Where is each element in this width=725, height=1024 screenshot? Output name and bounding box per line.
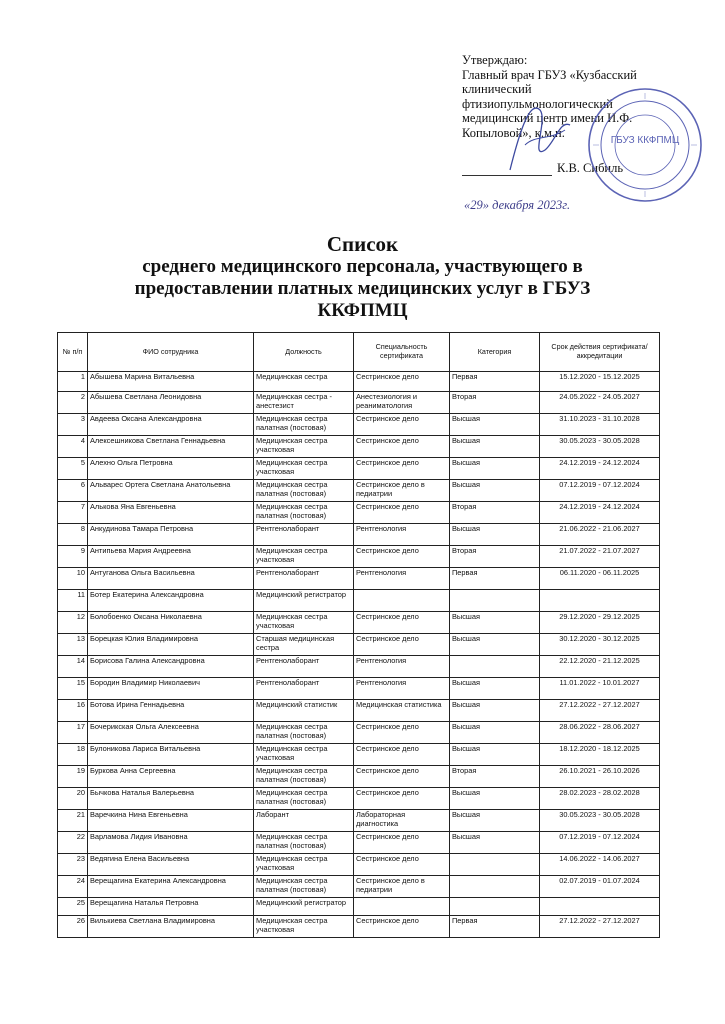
cell-specialty: Сестринское дело [354, 766, 450, 788]
cell-position: Рентгенолаборант [254, 656, 354, 678]
cell-period: 06.11.2020 - 06.11.2025 [540, 568, 660, 590]
cell-position: Рентгенолаборант [254, 524, 354, 546]
header-num: № п/п [58, 333, 88, 372]
cell-category: Первая [450, 916, 540, 938]
cell-period: 24.05.2022 - 24.05.2027 [540, 392, 660, 414]
cell-name: Авдеева Оксана Александровна [88, 414, 254, 436]
cell-category [450, 854, 540, 876]
cell-period: 30.05.2023 - 30.05.2028 [540, 810, 660, 832]
cell-num: 25 [58, 898, 88, 916]
approval-date: «29» декабря 2023г. [464, 198, 571, 212]
cell-specialty: Рентгенология [354, 568, 450, 590]
table-header-row [58, 333, 660, 372]
cell-specialty: Сестринское дело [354, 832, 450, 854]
cell-category [450, 590, 540, 612]
cell-specialty: Сестринское дело [354, 372, 450, 392]
cell-name: Алексешникова Светлана Геннадьевна [88, 436, 254, 458]
cell-specialty: Сестринское дело [354, 722, 450, 744]
cell-category: Первая [450, 568, 540, 590]
cell-period: 21.06.2022 - 21.06.2027 [540, 524, 660, 546]
table-row [58, 810, 660, 832]
cell-name: Борецкая Юлия Владимировна [88, 634, 254, 656]
approval-line: фтизиопульмонологический [462, 96, 613, 111]
cell-num: 9 [58, 546, 88, 568]
cell-name: Алькова Яна Евгеньевна [88, 502, 254, 524]
header-specialty: Специальность сертификата [354, 333, 450, 372]
cell-specialty: Сестринское дело [354, 458, 450, 480]
header-period: Срок действия сертификата/аккредитации [540, 333, 660, 372]
cell-category: Высшая [450, 480, 540, 502]
cell-period: 18.12.2020 - 18.12.2025 [540, 744, 660, 766]
cell-position: Рентгенолаборант [254, 678, 354, 700]
cell-num: 12 [58, 612, 88, 634]
cell-position: Медицинская сестра участковая [254, 744, 354, 766]
cell-specialty: Сестринское дело [354, 634, 450, 656]
cell-name: Ботер Екатерина Александровна [88, 590, 254, 612]
cell-num: 7 [58, 502, 88, 524]
cell-name: Ведягина Елена Васильевна [88, 854, 254, 876]
cell-specialty: Рентгенология [354, 678, 450, 700]
cell-position: Медицинский регистратор [254, 898, 354, 916]
cell-num: 20 [58, 788, 88, 810]
cell-period: 15.12.2020 - 15.12.2025 [540, 372, 660, 392]
cell-position: Медицинская сестра палатная (постовая) [254, 480, 354, 502]
cell-period: 24.12.2019 - 24.12.2024 [540, 502, 660, 524]
table-row [58, 612, 660, 634]
cell-category: Высшая [450, 832, 540, 854]
approval-signer: К.В. Сибиль [557, 161, 624, 175]
cell-period: 11.01.2022 - 10.01.2027 [540, 678, 660, 700]
cell-category: Высшая [450, 458, 540, 480]
cell-category: Вторая [450, 502, 540, 524]
cell-num: 21 [58, 810, 88, 832]
cell-period: 07.12.2019 - 07.12.2024 [540, 832, 660, 854]
cell-name: Варечкина Нина Евгеньевна [88, 810, 254, 832]
approval-line: клинический [462, 82, 532, 97]
cell-category [450, 898, 540, 916]
cell-period: 02.07.2019 - 01.07.2024 [540, 876, 660, 898]
cell-position: Медицинская сестра палатная (постовая) [254, 502, 354, 524]
table-row [58, 546, 660, 568]
title-line: среднего медицинского персонала, участвующего в [142, 256, 583, 277]
cell-name: Альварес Ортега Светлана Анатольевна [88, 480, 254, 502]
title-line: ККФПМЦ [317, 300, 408, 321]
cell-name: Вилькиева Светлана Владимировна [88, 916, 254, 938]
cell-num: 24 [58, 876, 88, 898]
cell-category: Вторая [450, 392, 540, 414]
cell-category: Высшая [450, 436, 540, 458]
header-name: ФИО сотрудника [88, 333, 254, 372]
table-row [58, 458, 660, 480]
cell-name: Анкудинова Тамара Петровна [88, 524, 254, 546]
cell-specialty: Сестринское дело [354, 788, 450, 810]
cell-position: Медицинский статистик [254, 700, 354, 722]
cell-num: 22 [58, 832, 88, 854]
approval-line: Утверждаю: [462, 53, 528, 67]
cell-category: Вторая [450, 546, 540, 568]
cell-period: 07.12.2019 - 07.12.2024 [540, 480, 660, 502]
cell-period: 14.06.2022 - 14.06.2027 [540, 854, 660, 876]
cell-position: Медицинский регистратор [254, 590, 354, 612]
table-body [58, 372, 660, 938]
cell-period: 27.12.2022 - 27.12.2027 [540, 916, 660, 938]
cell-category: Высшая [450, 722, 540, 744]
cell-specialty [354, 898, 450, 916]
table-row [58, 392, 660, 414]
cell-specialty: Сестринское дело [354, 854, 450, 876]
table-row [58, 524, 660, 546]
cell-num: 18 [58, 744, 88, 766]
table-row [58, 590, 660, 612]
cell-specialty: Сестринское дело [354, 502, 450, 524]
cell-specialty: Сестринское дело в педиатрии [354, 876, 450, 898]
cell-num: 11 [58, 590, 88, 612]
cell-num: 2 [58, 392, 88, 414]
cell-category: Высшая [450, 810, 540, 832]
cell-period: 28.06.2022 - 28.06.2027 [540, 722, 660, 744]
cell-period: 30.12.2020 - 30.12.2025 [540, 634, 660, 656]
cell-name: Бычкова Наталья Валерьевна [88, 788, 254, 810]
cell-category: Высшая [450, 700, 540, 722]
table-row [58, 414, 660, 436]
cell-period: 21.07.2022 - 21.07.2027 [540, 546, 660, 568]
cell-position: Медицинская сестра палатная (постовая) [254, 766, 354, 788]
cell-specialty: Сестринское дело [354, 612, 450, 634]
cell-specialty: Сестринское дело [354, 436, 450, 458]
table-row [58, 832, 660, 854]
cell-name: Ботова Ирина Геннадьевна [88, 700, 254, 722]
cell-num: 3 [58, 414, 88, 436]
cell-specialty [354, 590, 450, 612]
cell-name: Варламова Лидия Ивановна [88, 832, 254, 854]
header-position: Должность [254, 333, 354, 372]
cell-num: 8 [58, 524, 88, 546]
cell-num: 15 [58, 678, 88, 700]
cell-num: 23 [58, 854, 88, 876]
staff-table [57, 332, 660, 938]
cell-specialty: Сестринское дело в педиатрии [354, 480, 450, 502]
cell-position: Медицинская сестра участковая [254, 916, 354, 938]
cell-category: Высшая [450, 414, 540, 436]
cell-name: Буркова Анна Сергеевна [88, 766, 254, 788]
cell-category: Вторая [450, 766, 540, 788]
cell-position: Медицинская сестра участковая [254, 854, 354, 876]
cell-name: Бородин Владимир Николаевич [88, 678, 254, 700]
cell-num: 26 [58, 916, 88, 938]
cell-name: Болобоенко Оксана Николаевна [88, 612, 254, 634]
cell-period: 31.10.2023 - 31.10.2028 [540, 414, 660, 436]
cell-num: 4 [58, 436, 88, 458]
cell-specialty: Медицинская статистика [354, 700, 450, 722]
table-row [58, 916, 660, 938]
cell-position: Медицинская сестра участковая [254, 458, 354, 480]
table-row [58, 766, 660, 788]
cell-category [450, 656, 540, 678]
cell-num: 13 [58, 634, 88, 656]
approval-line: Главный врач ГБУЗ «Кузбасский [462, 67, 637, 82]
cell-category: Высшая [450, 612, 540, 634]
table-row [58, 722, 660, 744]
cell-specialty: Сестринское дело [354, 744, 450, 766]
table-row [58, 656, 660, 678]
cell-position: Медицинская сестра участковая [254, 612, 354, 634]
cell-category: Высшая [450, 524, 540, 546]
cell-specialty: Сестринское дело [354, 414, 450, 436]
cell-position: Медицинская сестра палатная (постовая) [254, 414, 354, 436]
cell-num: 10 [58, 568, 88, 590]
cell-num: 5 [58, 458, 88, 480]
cell-position: Лаборант [254, 810, 354, 832]
cell-period [540, 898, 660, 916]
cell-specialty: Сестринское дело [354, 546, 450, 568]
table-row [58, 744, 660, 766]
cell-category: Высшая [450, 744, 540, 766]
document-title [100, 232, 625, 322]
table-row [58, 372, 660, 392]
cell-name: Верещагина Екатерина Александровна [88, 876, 254, 898]
approval-line: медицинский центр имени И.Ф. [462, 111, 633, 126]
title-line: Список [326, 232, 399, 256]
cell-position: Медицинская сестра участковая [254, 546, 354, 568]
cell-period: 30.05.2023 - 30.05.2028 [540, 436, 660, 458]
cell-period: 28.02.2023 - 28.02.2028 [540, 788, 660, 810]
table-row [58, 436, 660, 458]
cell-period: 27.12.2022 - 27.12.2027 [540, 700, 660, 722]
cell-period: 29.12.2020 - 29.12.2025 [540, 612, 660, 634]
cell-num: 6 [58, 480, 88, 502]
table-row [58, 898, 660, 916]
cell-name: Алехно Ольга Петровна [88, 458, 254, 480]
official-stamp [585, 85, 705, 205]
cell-num: 17 [58, 722, 88, 744]
approval-line: Копыловой», к.м.н. [462, 125, 565, 140]
cell-period: 26.10.2021 - 26.10.2026 [540, 766, 660, 788]
table-row [58, 876, 660, 898]
table-row [58, 678, 660, 700]
cell-category [450, 876, 540, 898]
cell-num: 19 [58, 766, 88, 788]
title-line: предоставлении платных медицинских услуг в ГБУЗ [134, 278, 591, 299]
table-row [58, 700, 660, 722]
cell-name: Булоникова Лариса Витальевна [88, 744, 254, 766]
cell-position: Медицинская сестра палатная (постовая) [254, 876, 354, 898]
cell-period: 24.12.2019 - 24.12.2024 [540, 458, 660, 480]
cell-name: Абышева Светлана Леонидовна [88, 392, 254, 414]
stamp-text: ГБУЗ ККФПМЦ [610, 135, 680, 146]
table-row [58, 788, 660, 810]
cell-specialty: Рентгенология [354, 656, 450, 678]
cell-category: Первая [450, 372, 540, 392]
cell-name: Верещагина Наталья Петровна [88, 898, 254, 916]
cell-specialty: Лабораторная диагностика [354, 810, 450, 832]
header-category: Категория [450, 333, 540, 372]
cell-position: Медицинская сестра палатная (постовая) [254, 832, 354, 854]
cell-category: Высшая [450, 634, 540, 656]
table-row [58, 634, 660, 656]
cell-num: 14 [58, 656, 88, 678]
cell-position: Медицинская сестра палатная (постовая) [254, 788, 354, 810]
cell-category: Высшая [450, 788, 540, 810]
cell-specialty: Сестринское дело [354, 916, 450, 938]
cell-position: Медицинская сестра [254, 372, 354, 392]
cell-name: Борисова Галина Александровна [88, 656, 254, 678]
cell-name: Абышева Марина Витальевна [88, 372, 254, 392]
cell-specialty: Рентгенология [354, 524, 450, 546]
cell-position: Медицинская сестра - анестезист [254, 392, 354, 414]
cell-num: 1 [58, 372, 88, 392]
cell-name: Антуганова Ольга Васильевна [88, 568, 254, 590]
cell-name: Антипьева Мария Андреевна [88, 546, 254, 568]
cell-position: Старшая медицинская сестра [254, 634, 354, 656]
cell-position: Медицинская сестра палатная (постовая) [254, 722, 354, 744]
table-row [58, 480, 660, 502]
cell-category: Высшая [450, 678, 540, 700]
cell-period [540, 590, 660, 612]
table-row [58, 854, 660, 876]
cell-num: 16 [58, 700, 88, 722]
cell-period: 22.12.2020 - 21.12.2025 [540, 656, 660, 678]
cell-position: Медицинская сестра участковая [254, 436, 354, 458]
cell-specialty: Анестезиология и реаниматология [354, 392, 450, 414]
table-row [58, 502, 660, 524]
table-row [58, 568, 660, 590]
handwritten-signature [500, 90, 580, 180]
cell-name: Бочерикская Ольга Алексеевна [88, 722, 254, 744]
cell-position: Рентгенолаборант [254, 568, 354, 590]
